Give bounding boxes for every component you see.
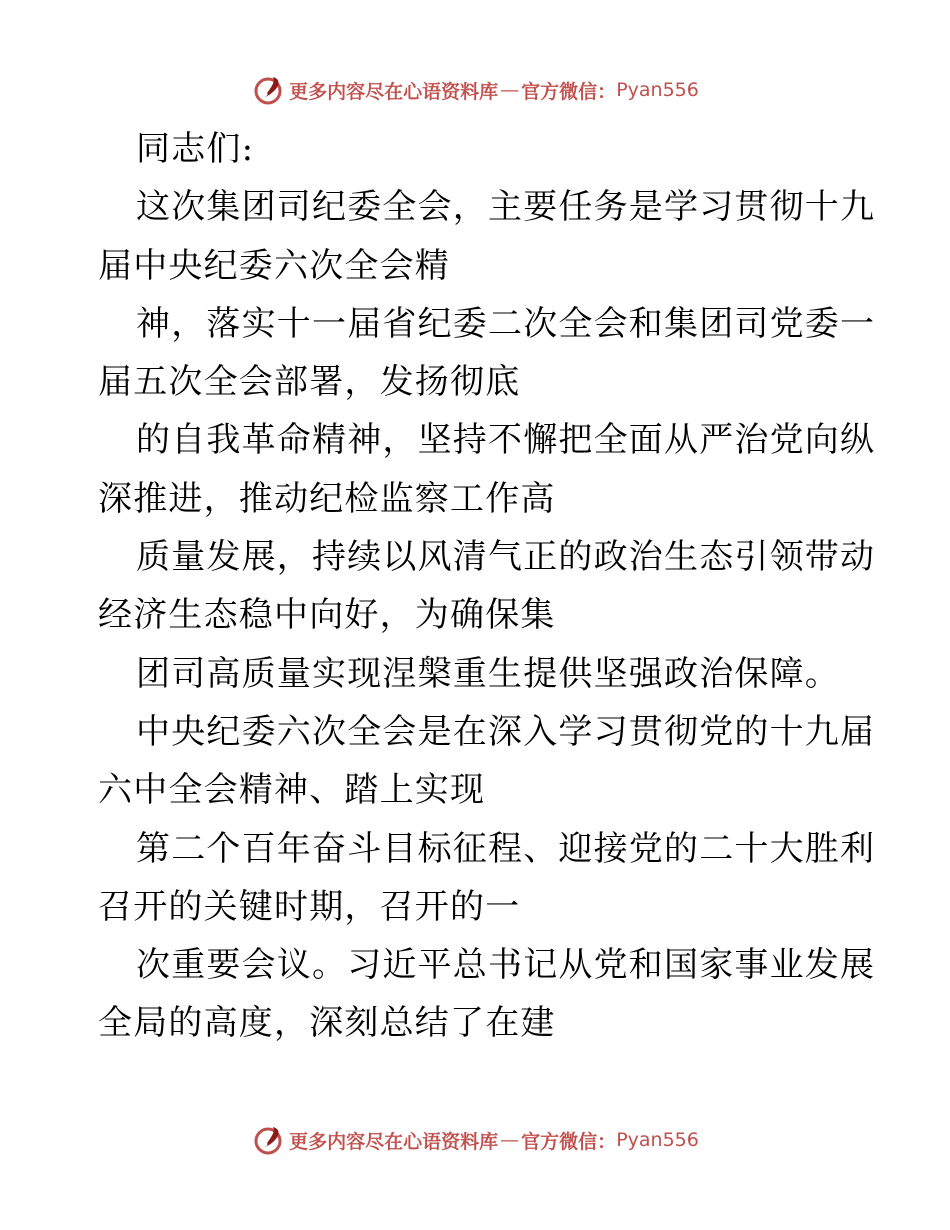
watermark-brand-text: 更多内容尽在心语资料库 [289,1130,499,1153]
watermark-separator: — [500,79,520,101]
text-line: 团司高质量实现涅槃重生提供坚强政治保障。 [136,653,840,694]
header-watermark [0,70,950,110]
text-line: 第二个百年奋斗目标征程、迎接党的二十大胜利 [136,828,876,869]
footer-watermark [0,1120,950,1160]
watermark-brand-text: 更多内容尽在心语资料库 [289,80,499,103]
text-line: 这次集团司纪委全会，主要任务是学习贯彻十九 [136,187,876,228]
text-line: 中央纪委六次全会是在深入学习贯彻党的十九届 [136,711,876,752]
watermark-contact-id: Pyan556 [616,79,699,101]
text-line: 全局的高度，深刻总结了在建 [98,1003,556,1044]
quill-pen-logo-icon [251,73,285,107]
text-line: 的自我革命精神，坚持不懈把全面从严治党向纵 [136,420,876,461]
text-line: 经济生态稳中向好，为确保集 [98,595,556,636]
text-line: 同志们: [136,129,255,169]
watermark-separator: — [500,1129,520,1151]
text-line: 次重要会议。习近平总书记从党和国家事业发展 [136,945,876,986]
text-line: 质量发展，持续以风清气正的政治生态引领带动 [136,537,876,578]
text-line: 召开的关键时期，召开的一 [98,886,521,927]
text-line: 深推进，推动纪检监察工作高 [98,478,556,519]
watermark-contact-label: 官方微信： [521,1130,617,1153]
quill-pen-logo-icon [251,1123,285,1157]
document-body [98,120,876,1053]
text-line: 届五次全会部署，发扬彻底 [98,362,521,403]
text-line: 六中全会精神、踏上实现 [98,770,486,811]
watermark-contact-id: Pyan556 [616,1129,699,1151]
watermark-contact-label: 官方微信： [521,80,617,103]
text-line: 神，落实十一届省纪委二次全会和集团司党委一 [136,303,876,344]
text-line: 届中央纪委六次全会精 [98,245,450,286]
